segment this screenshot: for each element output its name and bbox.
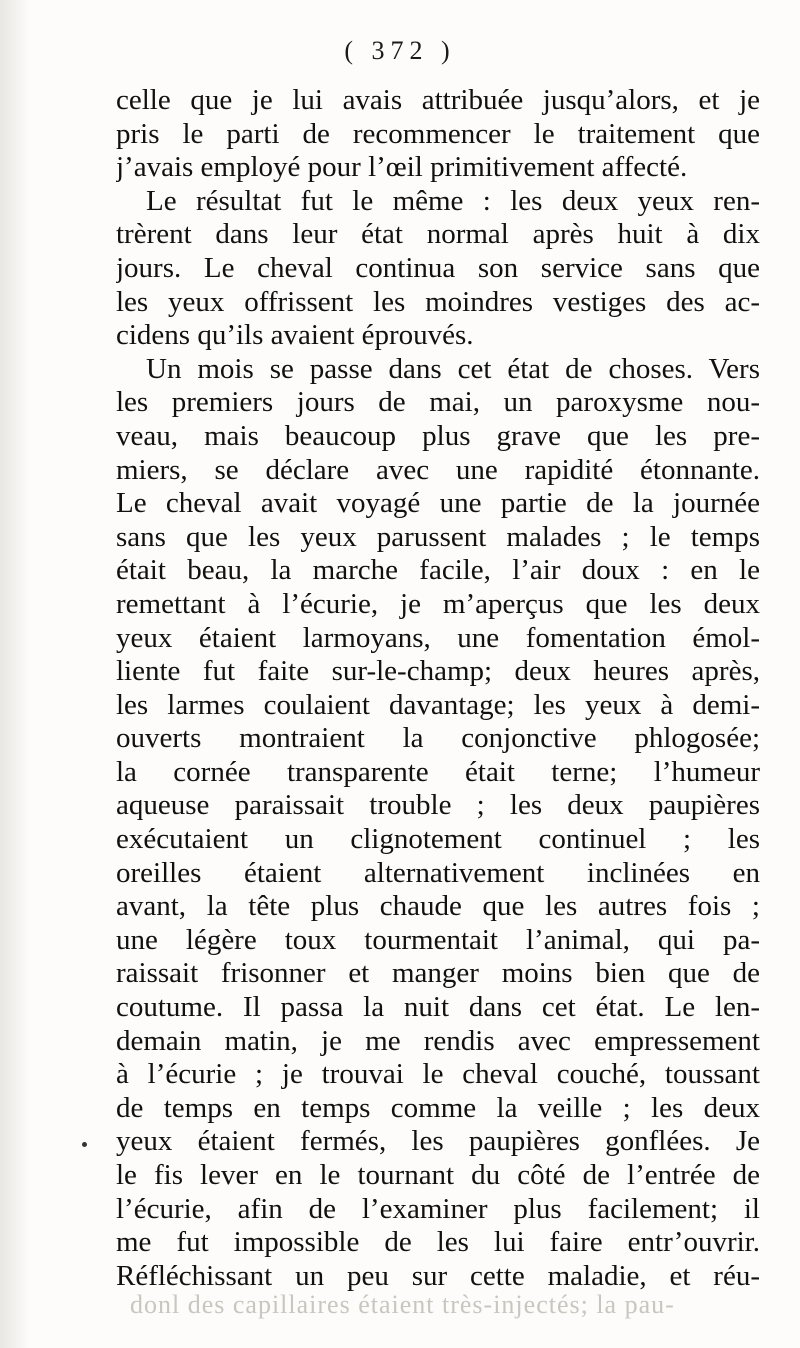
text-line: Le résultat fut le même : les deux yeux ren-: [146, 184, 760, 217]
text-line: trèrent dans leur état normal après huit à dix: [116, 218, 760, 251]
text-line: pris le parti de recommencer le traitement que: [116, 117, 760, 150]
text-line: les larmes coulaient davantage; les yeux à demi-: [116, 688, 760, 721]
bleed-through-text: donl des capillaires étaient très-injectés; la pau-: [130, 1290, 675, 1319]
text-line: jours. Le cheval continua son service sans que: [116, 251, 760, 284]
text-line: avant, la tête plus chaude que les autres fois ;: [116, 890, 760, 923]
text-line: coutume. Il passa la nuit dans cet état. Le len-: [116, 991, 760, 1024]
text-line: Réfléchissant un peu sur cette maladie, et réu-: [116, 1259, 760, 1292]
text-line: était beau, la marche facile, l’air doux : en le: [116, 554, 760, 587]
text-line: ouverts montraient la conjonctive phlogosée;: [116, 722, 760, 755]
text-line: aqueuse paraissait trouble ; les deux paupières: [116, 789, 760, 822]
text-line: remettant à l’écurie, je m’aperçus que les deux: [116, 587, 760, 620]
page-number-header: ( 372 ): [344, 36, 456, 65]
text-line: sans que les yeux parussent malades ; le temps: [116, 520, 760, 553]
text-line: de temps en temps comme la veille ; les deux: [116, 1091, 760, 1124]
text-line: une légère toux tourmentait l’animal, qui pa-: [116, 923, 760, 956]
text-line: à l’écurie ; je trouvai le cheval couché, toussant: [116, 1058, 760, 1091]
text-line: yeux étaient fermés, les paupières gonflées. Je: [116, 1125, 760, 1158]
text-line: celle que je lui avais attribuée jusqu’alors, et je: [116, 84, 760, 116]
text-line: yeux étaient larmoyans, une fomentation émol-: [116, 621, 760, 654]
ink-speck: [82, 1142, 87, 1147]
text-line: le fis lever en le tournant du côté de l’entrée de: [116, 1159, 760, 1191]
text-line: les premiers jours de mai, un paroxysme nou-: [116, 386, 760, 419]
page-edge-shadow: [0, 0, 30, 1348]
text-line: exécutaient un clignotement continuel ; les: [116, 823, 760, 856]
text-line: Un mois se passe dans cet état de choses. Vers: [146, 352, 760, 385]
text-line: l’écurie, afin de l’examiner plus facilement; il: [116, 1192, 760, 1225]
text-line: cidens qu’ils avaient éprouvés.: [116, 319, 474, 352]
text-line: me fut impossible de les lui faire entr’ouvrir.: [116, 1226, 760, 1259]
text-line: Le cheval avait voyagé une partie de la journée: [116, 487, 760, 520]
text-line: demain matin, je me rendis avec empressement: [116, 1024, 760, 1057]
text-line: la cornée transparente était terne; l’humeur: [116, 755, 760, 788]
text-line: oreilles étaient alternativement inclinées en: [116, 856, 760, 889]
text-line: raissait frisonner et manger moins bien que de: [116, 957, 760, 990]
text-line: j’avais employé pour l’œil primitivement affecté.: [116, 151, 688, 184]
text-line: les yeux offrissent les moindres vestiges des ac-: [116, 285, 760, 318]
text-line: veau, mais beaucoup plus grave que les pre-: [116, 419, 760, 452]
body-text: [116, 84, 760, 1293]
text-line: miers, se déclare avec une rapidité étonnante.: [116, 453, 760, 486]
text-line: liente fut faite sur-le-champ; deux heures après,: [116, 655, 760, 688]
